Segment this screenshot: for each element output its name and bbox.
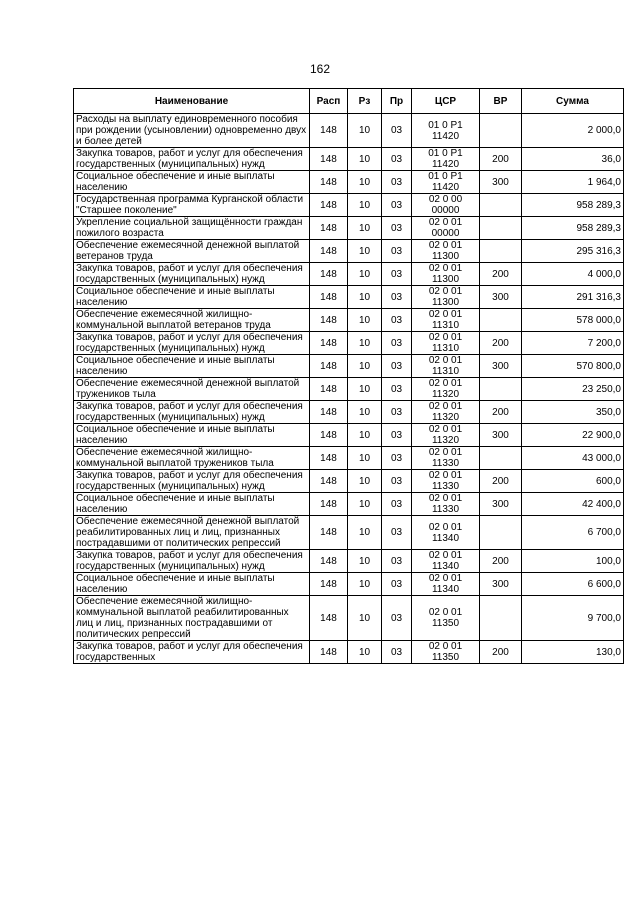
table-row [74, 550, 624, 573]
cell-rz: 10 [348, 309, 382, 332]
cell-pr: 03 [382, 550, 412, 573]
cell-sum: 291 316,3 [522, 286, 624, 309]
cell-vr: 200 [480, 401, 522, 424]
table-row [74, 263, 624, 286]
cell-rasp: 148 [310, 114, 348, 148]
cell-sum: 958 289,3 [522, 194, 624, 217]
cell-name: Социальное обеспечение и иные выплаты населению [74, 493, 310, 516]
cell-csr: 02 0 01 00000 [412, 217, 480, 240]
table-row [74, 424, 624, 447]
table-row [74, 493, 624, 516]
cell-rasp: 148 [310, 240, 348, 263]
cell-pr: 03 [382, 641, 412, 664]
cell-sum: 36,0 [522, 148, 624, 171]
cell-sum: 295 316,3 [522, 240, 624, 263]
table-body [74, 114, 624, 664]
cell-name: Обеспечение ежемесячной денежной выплатой реабилитированных лиц и лиц, признанных пострадавшими от политических репрессий [74, 516, 310, 550]
table-row [74, 114, 624, 148]
cell-pr: 03 [382, 573, 412, 596]
cell-pr: 03 [382, 194, 412, 217]
column-header-pr: Пр [382, 89, 412, 114]
table-row [74, 378, 624, 401]
cell-sum: 6 600,0 [522, 573, 624, 596]
cell-sum: 1 964,0 [522, 171, 624, 194]
cell-csr: 02 0 00 00000 [412, 194, 480, 217]
cell-csr: 02 0 01 11340 [412, 550, 480, 573]
cell-rasp: 148 [310, 596, 348, 641]
cell-name: Обеспечение ежемесячной жилищно-коммунальной выплатой реабилитированных лиц и лиц, признанных пострадавшими от политических репрессий [74, 596, 310, 641]
cell-vr: 300 [480, 573, 522, 596]
cell-rasp: 148 [310, 550, 348, 573]
cell-name: Социальное обеспечение и иные выплаты населению [74, 286, 310, 309]
cell-sum: 22 900,0 [522, 424, 624, 447]
cell-rz: 10 [348, 378, 382, 401]
cell-rasp: 148 [310, 493, 348, 516]
cell-pr: 03 [382, 217, 412, 240]
table-row [74, 194, 624, 217]
cell-sum: 600,0 [522, 470, 624, 493]
cell-vr: 300 [480, 286, 522, 309]
cell-pr: 03 [382, 309, 412, 332]
cell-rasp: 148 [310, 641, 348, 664]
cell-vr: 200 [480, 263, 522, 286]
table-row [74, 447, 624, 470]
table-row [74, 470, 624, 493]
cell-rasp: 148 [310, 378, 348, 401]
cell-rasp: 148 [310, 516, 348, 550]
cell-name: Расходы на выплату единовременного пособия при рождении (усыновлении) одновременно двух и более детей [74, 114, 310, 148]
cell-rasp: 148 [310, 217, 348, 240]
table-row [74, 217, 624, 240]
cell-sum: 570 800,0 [522, 355, 624, 378]
cell-sum: 4 000,0 [522, 263, 624, 286]
cell-name: Закупка товаров, работ и услуг для обеспечения государственных (муниципальных) нужд [74, 470, 310, 493]
cell-name: Закупка товаров, работ и услуг для обеспечения государственных (муниципальных) нужд [74, 332, 310, 355]
cell-rasp: 148 [310, 424, 348, 447]
table-row [74, 332, 624, 355]
cell-sum: 6 700,0 [522, 516, 624, 550]
cell-rz: 10 [348, 332, 382, 355]
column-header-csr: ЦСР [412, 89, 480, 114]
cell-vr [480, 309, 522, 332]
cell-rz: 10 [348, 424, 382, 447]
cell-sum: 23 250,0 [522, 378, 624, 401]
cell-sum: 42 400,0 [522, 493, 624, 516]
cell-name: Обеспечение ежемесячной денежной выплатой ветеранов труда [74, 240, 310, 263]
cell-csr: 02 0 01 11310 [412, 355, 480, 378]
cell-rasp: 148 [310, 148, 348, 171]
cell-rasp: 148 [310, 355, 348, 378]
cell-csr: 02 0 01 11330 [412, 470, 480, 493]
cell-pr: 03 [382, 286, 412, 309]
cell-pr: 03 [382, 424, 412, 447]
table-row [74, 641, 624, 664]
cell-name: Социальное обеспечение и иные выплаты населению [74, 573, 310, 596]
cell-vr [480, 447, 522, 470]
table-row [74, 516, 624, 550]
cell-vr: 200 [480, 470, 522, 493]
cell-rz: 10 [348, 286, 382, 309]
cell-vr [480, 194, 522, 217]
cell-name: Закупка товаров, работ и услуг для обеспечения государственных (муниципальных) нужд [74, 263, 310, 286]
cell-pr: 03 [382, 596, 412, 641]
cell-csr: 02 0 01 11340 [412, 573, 480, 596]
cell-rz: 10 [348, 596, 382, 641]
cell-rasp: 148 [310, 573, 348, 596]
cell-name: Социальное обеспечение и иные выплаты населению [74, 171, 310, 194]
cell-csr: 01 0 Р1 11420 [412, 114, 480, 148]
cell-name: Обеспечение ежемесячной жилищно-коммунальной выплатой тружеников тыла [74, 447, 310, 470]
cell-csr: 01 0 Р1 11420 [412, 171, 480, 194]
cell-pr: 03 [382, 447, 412, 470]
cell-vr [480, 240, 522, 263]
table-header-row [74, 89, 624, 114]
cell-rz: 10 [348, 493, 382, 516]
cell-rz: 10 [348, 401, 382, 424]
cell-vr [480, 114, 522, 148]
cell-rz: 10 [348, 447, 382, 470]
cell-pr: 03 [382, 355, 412, 378]
table-row [74, 401, 624, 424]
cell-pr: 03 [382, 171, 412, 194]
cell-pr: 03 [382, 516, 412, 550]
cell-pr: 03 [382, 470, 412, 493]
column-header-sum: Сумма [522, 89, 624, 114]
cell-rz: 10 [348, 263, 382, 286]
table-row [74, 596, 624, 641]
cell-rz: 10 [348, 573, 382, 596]
cell-csr: 02 0 01 11350 [412, 641, 480, 664]
cell-pr: 03 [382, 332, 412, 355]
cell-pr: 03 [382, 401, 412, 424]
cell-vr [480, 217, 522, 240]
cell-vr: 200 [480, 148, 522, 171]
cell-pr: 03 [382, 378, 412, 401]
cell-csr: 02 0 01 11320 [412, 401, 480, 424]
column-header-rz: Рз [348, 89, 382, 114]
cell-sum: 43 000,0 [522, 447, 624, 470]
budget-table [73, 88, 624, 664]
cell-sum: 350,0 [522, 401, 624, 424]
cell-csr: 02 0 01 11310 [412, 332, 480, 355]
cell-rz: 10 [348, 240, 382, 263]
cell-rasp: 148 [310, 470, 348, 493]
cell-name: Социальное обеспечение и иные выплаты населению [74, 424, 310, 447]
cell-rasp: 148 [310, 332, 348, 355]
cell-rz: 10 [348, 171, 382, 194]
cell-vr: 300 [480, 424, 522, 447]
cell-rz: 10 [348, 470, 382, 493]
cell-rz: 10 [348, 550, 382, 573]
cell-csr: 02 0 01 11320 [412, 378, 480, 401]
cell-vr: 200 [480, 550, 522, 573]
cell-name: Обеспечение ежемесячной жилищно-коммунальной выплатой ветеранов труда [74, 309, 310, 332]
cell-vr [480, 378, 522, 401]
cell-csr: 01 0 Р1 11420 [412, 148, 480, 171]
cell-name: Государственная программа Курганской области "Старшее поколение" [74, 194, 310, 217]
cell-name: Закупка товаров, работ и услуг для обеспечения государственных (муниципальных) нужд [74, 401, 310, 424]
cell-rz: 10 [348, 217, 382, 240]
cell-rasp: 148 [310, 309, 348, 332]
cell-rz: 10 [348, 641, 382, 664]
cell-csr: 02 0 01 11330 [412, 493, 480, 516]
cell-rasp: 148 [310, 286, 348, 309]
column-header-vr: ВР [480, 89, 522, 114]
page-number: 162 [309, 62, 331, 76]
table-row [74, 355, 624, 378]
cell-csr: 02 0 01 11320 [412, 424, 480, 447]
cell-pr: 03 [382, 240, 412, 263]
cell-csr: 02 0 01 11350 [412, 596, 480, 641]
cell-pr: 03 [382, 148, 412, 171]
cell-vr: 200 [480, 332, 522, 355]
cell-rz: 10 [348, 148, 382, 171]
table-row [74, 240, 624, 263]
cell-rasp: 148 [310, 447, 348, 470]
cell-vr: 300 [480, 493, 522, 516]
table-row [74, 148, 624, 171]
cell-csr: 02 0 01 11330 [412, 447, 480, 470]
cell-sum: 7 200,0 [522, 332, 624, 355]
cell-pr: 03 [382, 114, 412, 148]
cell-rasp: 148 [310, 401, 348, 424]
cell-vr: 300 [480, 171, 522, 194]
cell-rz: 10 [348, 194, 382, 217]
cell-name: Укрепление социальной защищённости граждан пожилого возраста [74, 217, 310, 240]
cell-rasp: 148 [310, 194, 348, 217]
cell-pr: 03 [382, 263, 412, 286]
cell-rz: 10 [348, 355, 382, 378]
cell-sum: 2 000,0 [522, 114, 624, 148]
cell-rasp: 148 [310, 171, 348, 194]
cell-name: Обеспечение ежемесячной денежной выплатой тружеников тыла [74, 378, 310, 401]
cell-csr: 02 0 01 11300 [412, 240, 480, 263]
cell-rasp: 148 [310, 263, 348, 286]
cell-vr: 200 [480, 641, 522, 664]
cell-csr: 02 0 01 11310 [412, 309, 480, 332]
table-row [74, 171, 624, 194]
cell-csr: 02 0 01 11300 [412, 263, 480, 286]
cell-sum: 100,0 [522, 550, 624, 573]
cell-sum: 130,0 [522, 641, 624, 664]
table-row [74, 309, 624, 332]
cell-csr: 02 0 01 11340 [412, 516, 480, 550]
cell-name: Закупка товаров, работ и услуг для обеспечения государственных [74, 641, 310, 664]
cell-sum: 578 000,0 [522, 309, 624, 332]
cell-name: Социальное обеспечение и иные выплаты населению [74, 355, 310, 378]
cell-name: Закупка товаров, работ и услуг для обеспечения государственных (муниципальных) нужд [74, 148, 310, 171]
table-row [74, 573, 624, 596]
cell-sum: 9 700,0 [522, 596, 624, 641]
cell-csr: 02 0 01 11300 [412, 286, 480, 309]
cell-vr: 300 [480, 355, 522, 378]
cell-name: Закупка товаров, работ и услуг для обеспечения государственных (муниципальных) нужд [74, 550, 310, 573]
cell-rz: 10 [348, 516, 382, 550]
cell-pr: 03 [382, 493, 412, 516]
cell-vr [480, 516, 522, 550]
column-header-name: Наименование [74, 89, 310, 114]
column-header-rasp: Расп [310, 89, 348, 114]
cell-rz: 10 [348, 114, 382, 148]
cell-sum: 958 289,3 [522, 217, 624, 240]
cell-vr [480, 596, 522, 641]
table-row [74, 286, 624, 309]
